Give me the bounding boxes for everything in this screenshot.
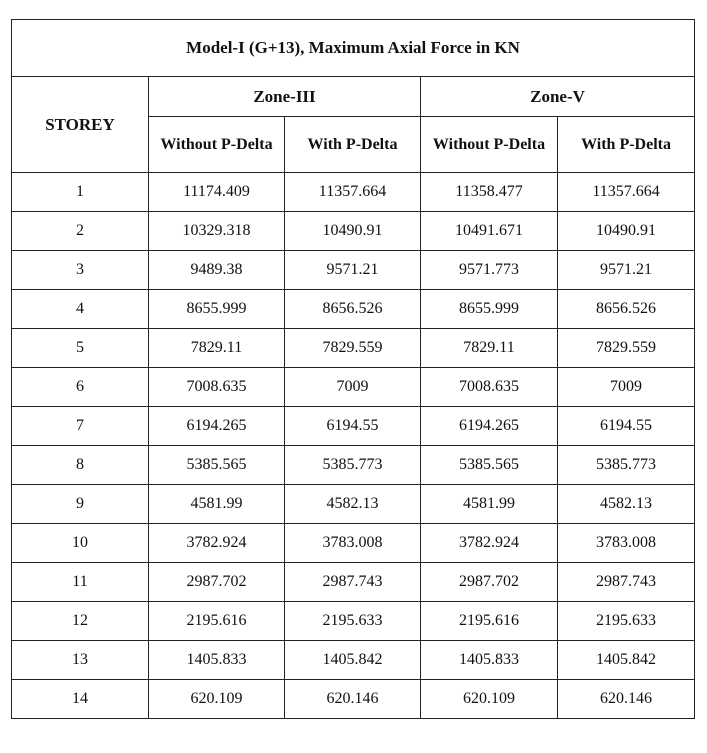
zone-v-without-pdelta-header: Without P-Delta [421, 117, 558, 173]
zone-iii-without-pdelta-cell: 7829.11 [149, 329, 285, 368]
zone-v-without-pdelta-cell: 3782.924 [421, 524, 558, 563]
zone-v-without-pdelta-cell: 7829.11 [421, 329, 558, 368]
zone-v-with-pdelta-cell: 11357.664 [558, 173, 695, 212]
storey-cell: 7 [12, 407, 149, 446]
zone-v-with-pdelta-cell: 6194.55 [558, 407, 695, 446]
table-title: Model-I (G+13), Maximum Axial Force in KN [12, 20, 695, 77]
zone-iii-without-pdelta-cell: 11174.409 [149, 173, 285, 212]
zone-v-with-pdelta-cell: 9571.21 [558, 251, 695, 290]
zone-v-without-pdelta-cell: 4581.99 [421, 485, 558, 524]
table-row [12, 329, 695, 368]
table-row [12, 407, 695, 446]
zone-iii-with-pdelta-cell: 7829.559 [285, 329, 421, 368]
zone-v-without-pdelta-cell: 9571.773 [421, 251, 558, 290]
zone-iii-without-pdelta-header: Without P-Delta [149, 117, 285, 173]
zone-v-with-pdelta-cell: 7009 [558, 368, 695, 407]
zone-v-without-pdelta-cell: 2195.616 [421, 602, 558, 641]
zone-iii-without-pdelta-cell: 3782.924 [149, 524, 285, 563]
table-row [12, 602, 695, 641]
zone-iii-without-pdelta-cell: 6194.265 [149, 407, 285, 446]
zone-v-with-pdelta-cell: 5385.773 [558, 446, 695, 485]
zone-iii-with-pdelta-cell: 5385.773 [285, 446, 421, 485]
zone-v-with-pdelta-cell: 8656.526 [558, 290, 695, 329]
zone-v-with-pdelta-cell: 1405.842 [558, 641, 695, 680]
zone-iii-with-pdelta-cell: 1405.842 [285, 641, 421, 680]
storey-cell: 1 [12, 173, 149, 212]
zone-v-with-pdelta-cell: 4582.13 [558, 485, 695, 524]
zone-v-without-pdelta-cell: 5385.565 [421, 446, 558, 485]
zone-v-with-pdelta-cell: 3783.008 [558, 524, 695, 563]
table-row [12, 680, 695, 719]
zone-v-without-pdelta-cell: 10491.671 [421, 212, 558, 251]
zone-iii-with-pdelta-cell: 8656.526 [285, 290, 421, 329]
storey-cell: 2 [12, 212, 149, 251]
storey-cell: 8 [12, 446, 149, 485]
table-row [12, 173, 695, 212]
title-row [12, 20, 695, 77]
zone-iii-with-pdelta-cell: 9571.21 [285, 251, 421, 290]
zone-v-without-pdelta-cell: 2987.702 [421, 563, 558, 602]
storey-cell: 3 [12, 251, 149, 290]
zone-iii-without-pdelta-cell: 2195.616 [149, 602, 285, 641]
table-row [12, 485, 695, 524]
zone-v-with-pdelta-cell: 2987.743 [558, 563, 695, 602]
storey-cell: 4 [12, 290, 149, 329]
zone-iii-without-pdelta-cell: 1405.833 [149, 641, 285, 680]
zone-iii-with-pdelta-cell: 4582.13 [285, 485, 421, 524]
zone-iii-with-pdelta-cell: 2987.743 [285, 563, 421, 602]
storey-cell: 5 [12, 329, 149, 368]
zone-iii-without-pdelta-cell: 4581.99 [149, 485, 285, 524]
zone-v-without-pdelta-cell: 620.109 [421, 680, 558, 719]
zone-v-without-pdelta-cell: 11358.477 [421, 173, 558, 212]
zone-iii-with-pdelta-cell: 6194.55 [285, 407, 421, 446]
zone-iii-header: Zone-III [149, 77, 421, 117]
storey-cell: 11 [12, 563, 149, 602]
zone-iii-without-pdelta-cell: 2987.702 [149, 563, 285, 602]
zone-iii-without-pdelta-cell: 9489.38 [149, 251, 285, 290]
zone-v-without-pdelta-cell: 1405.833 [421, 641, 558, 680]
storey-header: STOREY [12, 77, 149, 173]
storey-cell: 13 [12, 641, 149, 680]
table-row [12, 368, 695, 407]
zone-iii-with-pdelta-cell: 10490.91 [285, 212, 421, 251]
storey-cell: 6 [12, 368, 149, 407]
zone-iii-without-pdelta-cell: 7008.635 [149, 368, 285, 407]
zone-v-with-pdelta-cell: 10490.91 [558, 212, 695, 251]
zone-v-with-pdelta-header: With P-Delta [558, 117, 695, 173]
table-row [12, 641, 695, 680]
zone-iii-without-pdelta-cell: 10329.318 [149, 212, 285, 251]
table-row [12, 446, 695, 485]
zone-iii-with-pdelta-cell: 7009 [285, 368, 421, 407]
zone-v-without-pdelta-cell: 7008.635 [421, 368, 558, 407]
zone-iii-with-pdelta-cell: 620.146 [285, 680, 421, 719]
table-row [12, 563, 695, 602]
storey-cell: 12 [12, 602, 149, 641]
zone-v-with-pdelta-cell: 7829.559 [558, 329, 695, 368]
zone-iii-with-pdelta-cell: 11357.664 [285, 173, 421, 212]
zone-iii-without-pdelta-cell: 5385.565 [149, 446, 285, 485]
zone-iii-without-pdelta-cell: 620.109 [149, 680, 285, 719]
zone-iii-with-pdelta-cell: 2195.633 [285, 602, 421, 641]
table-row [12, 251, 695, 290]
zone-header-row [12, 77, 695, 117]
storey-cell: 14 [12, 680, 149, 719]
zone-v-with-pdelta-cell: 620.146 [558, 680, 695, 719]
storey-cell: 10 [12, 524, 149, 563]
zone-iii-with-pdelta-header: With P-Delta [285, 117, 421, 173]
table-row [12, 290, 695, 329]
table-body [12, 173, 695, 719]
table-row [12, 524, 695, 563]
zone-v-without-pdelta-cell: 6194.265 [421, 407, 558, 446]
zone-v-header: Zone-V [421, 77, 695, 117]
zone-v-with-pdelta-cell: 2195.633 [558, 602, 695, 641]
zone-v-without-pdelta-cell: 8655.999 [421, 290, 558, 329]
zone-iii-without-pdelta-cell: 8655.999 [149, 290, 285, 329]
zone-iii-with-pdelta-cell: 3783.008 [285, 524, 421, 563]
table-row [12, 212, 695, 251]
storey-cell: 9 [12, 485, 149, 524]
axial-force-table [11, 19, 695, 719]
